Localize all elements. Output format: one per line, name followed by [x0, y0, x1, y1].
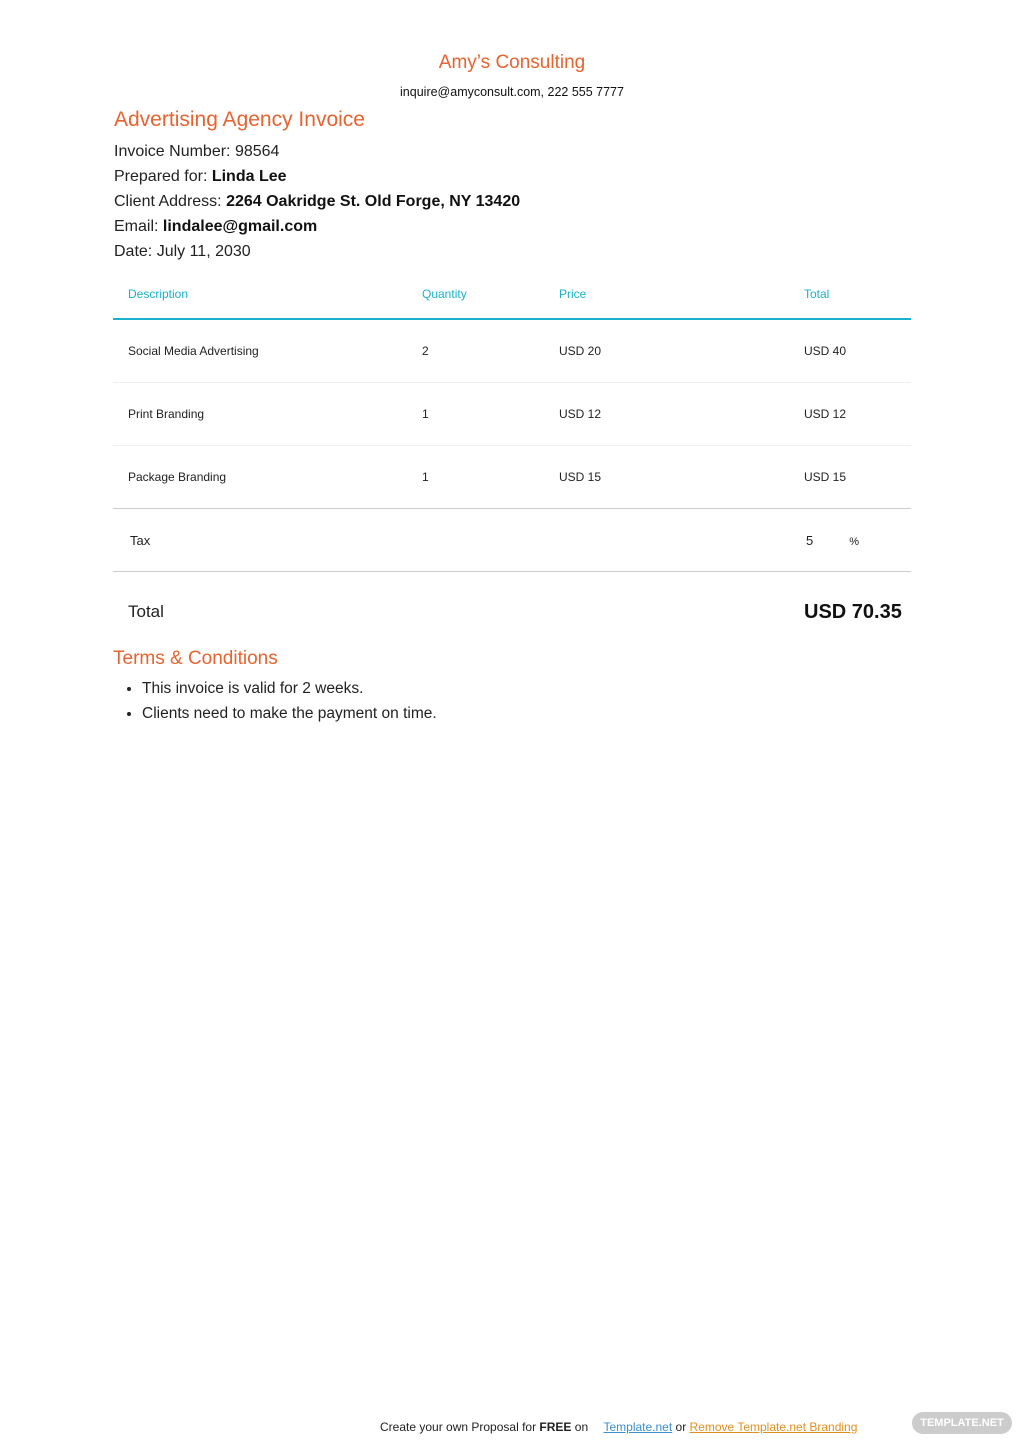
- footer-or: or: [672, 1420, 690, 1434]
- terms-item: • This invoice is valid for 2 weeks.: [142, 676, 437, 701]
- terms-item: • Clients need to make the payment on time.: [142, 701, 437, 726]
- total-row: [113, 572, 911, 653]
- col-quantity: Quantity: [407, 270, 544, 319]
- total-label: Total: [128, 602, 164, 621]
- label: Date:: [114, 243, 157, 260]
- table-row: [113, 319, 911, 383]
- cell: USD 12: [789, 383, 911, 446]
- client-address: 2264 Oakridge St. Old Forge, NY 13420: [226, 193, 521, 210]
- template-badge[interactable]: TEMPLATE.NET: [912, 1412, 1012, 1434]
- cell: 1: [407, 446, 544, 509]
- footer-text: Create your own Proposal for: [380, 1420, 540, 1434]
- cell: USD 20: [544, 319, 789, 383]
- client-email: lindalee@gmail.com: [162, 218, 318, 235]
- cell: 1: [407, 383, 544, 446]
- cell: 2: [407, 319, 544, 383]
- company-contact: inquire@amyconsult.com, 222 555 7777: [400, 85, 624, 99]
- col-total: Total: [789, 270, 911, 319]
- total-amount: USD 70.35: [804, 600, 902, 623]
- tax-value: 5: [806, 532, 814, 548]
- footer-on: on: [571, 1420, 589, 1434]
- tax-unit: %: [849, 535, 860, 548]
- label: Prepared for:: [114, 168, 212, 185]
- table-row: [113, 446, 911, 509]
- terms-title: Terms & Conditions: [113, 648, 278, 669]
- cell: Social Media Advertising: [113, 319, 407, 383]
- cell: USD 40: [789, 319, 911, 383]
- table-row: [113, 383, 911, 446]
- col-description: Description: [113, 270, 407, 319]
- remove-branding-link[interactable]: Remove Template.net Branding: [689, 1420, 858, 1434]
- terms-list: [114, 676, 437, 726]
- invoice-date: July 11, 2030: [156, 243, 251, 260]
- line-items-table: [113, 270, 911, 652]
- invoice-info: [114, 139, 520, 264]
- client-name: Linda Lee: [211, 168, 287, 185]
- col-price: Price: [544, 270, 789, 319]
- company-name: Amy’s Consulting: [438, 52, 586, 73]
- label: Client Address:: [114, 193, 227, 210]
- invoice-number: 98564: [234, 143, 280, 160]
- label: Email:: [114, 218, 163, 235]
- table-header: [113, 270, 911, 319]
- footer: [380, 1420, 857, 1434]
- invoice-title: Advertising Agency Invoice: [114, 108, 365, 131]
- cell: USD 12: [544, 383, 789, 446]
- cell: Package Branding: [113, 446, 407, 509]
- cell: Print Branding: [113, 383, 407, 446]
- cell: USD 15: [544, 446, 789, 509]
- label: Invoice Number:: [114, 143, 235, 160]
- tax-row: [113, 509, 911, 572]
- tax-label: Tax: [113, 509, 407, 572]
- footer-free: FREE: [539, 1420, 572, 1434]
- cell: USD 15: [789, 446, 911, 509]
- template-link[interactable]: Template.net: [603, 1420, 673, 1434]
